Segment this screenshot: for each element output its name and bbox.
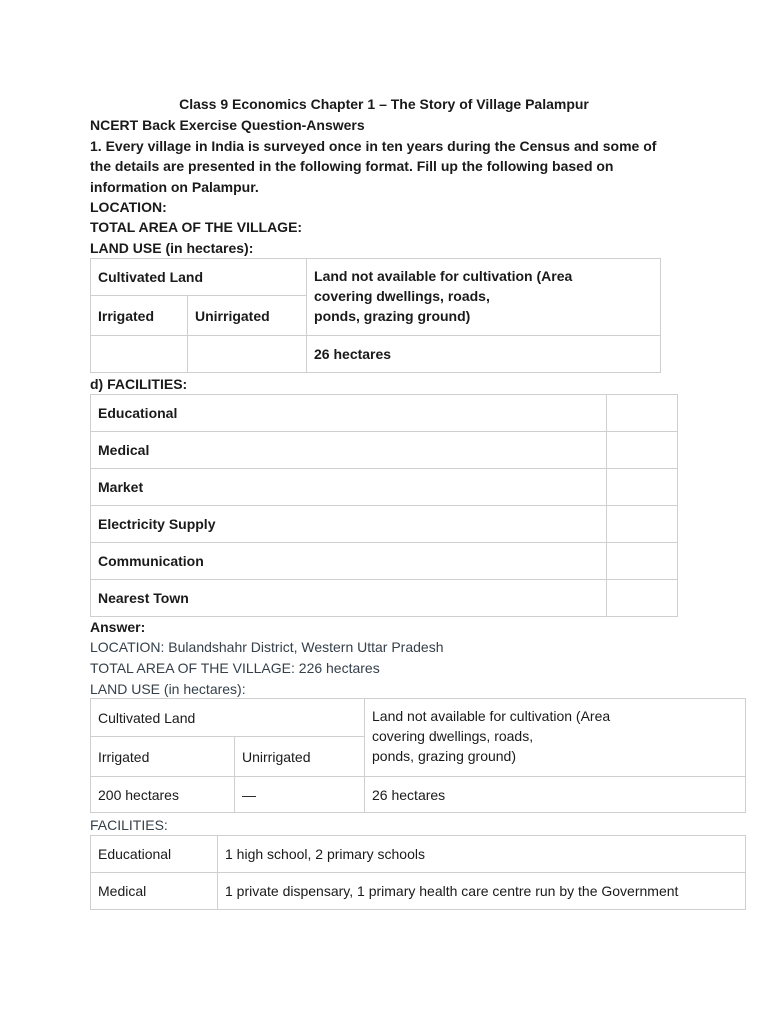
- facility-label: Market: [91, 469, 607, 506]
- not-available-value: 26 hectares: [307, 336, 661, 373]
- unirrigated-header: Unirrigated: [235, 737, 365, 777]
- answer-total-area: TOTAL AREA OF THE VILLAGE: 226 hectares: [90, 660, 380, 676]
- facility-value: [607, 469, 678, 506]
- facility-value: [607, 580, 678, 617]
- question-line-2: the details are presented in the following format. Fill up the following based on: [90, 158, 614, 174]
- not-available-header: Land not available for cultivation (Area covering dwellings, roads, ponds, grazing ground): [365, 699, 746, 777]
- facility-label: Educational: [91, 395, 607, 432]
- cultivated-land-header: Cultivated Land: [91, 699, 365, 737]
- facility-value: [607, 395, 678, 432]
- irrigated-value: [91, 336, 188, 373]
- question-line-1: 1. Every village in India is surveyed once in ten years during the Census and some of: [90, 138, 657, 154]
- irrigated-header: Irrigated: [91, 296, 188, 336]
- facilities-table-question: [90, 394, 678, 617]
- total-area-label: TOTAL AREA OF THE VILLAGE:: [90, 219, 303, 235]
- facility-label: Nearest Town: [91, 580, 607, 617]
- unirrigated-header: Unirrigated: [188, 296, 307, 336]
- facilities-table-answer: [90, 835, 746, 910]
- facility-label: Medical: [91, 432, 607, 469]
- location-label: LOCATION:: [90, 199, 167, 215]
- irrigated-value: 200 hectares: [91, 777, 235, 813]
- facility-label: Electricity Supply: [91, 506, 607, 543]
- facility-label: Communication: [91, 543, 607, 580]
- land-use-table-answer: [90, 698, 746, 813]
- answer-facilities-label: FACILITIES:: [90, 817, 168, 833]
- facility-value: [607, 506, 678, 543]
- unirrigated-value: —: [235, 777, 365, 813]
- facilities-label: d) FACILITIES:: [90, 376, 188, 392]
- land-use-table-question: [90, 258, 661, 373]
- question-line-3: information on Palampur.: [90, 179, 259, 195]
- answer-land-use-label: LAND USE (in hectares):: [90, 681, 246, 697]
- answer-label: Answer:: [90, 619, 146, 635]
- facility-value: [607, 543, 678, 580]
- not-available-value: 26 hectares: [365, 777, 746, 813]
- unirrigated-value: [188, 336, 307, 373]
- facility-label: Educational: [91, 836, 218, 873]
- not-available-header: Land not available for cultivation (Area covering dwellings, roads, ponds, grazing ground): [307, 259, 661, 336]
- land-use-label: LAND USE (in hectares):: [90, 240, 254, 256]
- facility-label: Medical: [91, 873, 218, 910]
- page-title: Class 9 Economics Chapter 1 – The Story of Village Palampur: [179, 96, 589, 112]
- facility-value: [607, 432, 678, 469]
- facility-value: 1 private dispensary, 1 primary health care centre run by the Government: [218, 873, 746, 910]
- page-subtitle: NCERT Back Exercise Question-Answers: [90, 117, 365, 133]
- cultivated-land-header: Cultivated Land: [91, 259, 307, 296]
- irrigated-header: Irrigated: [91, 737, 235, 777]
- answer-location: LOCATION: Bulandshahr District, Western Uttar Pradesh: [90, 639, 444, 655]
- facility-value: 1 high school, 2 primary schools: [218, 836, 746, 873]
